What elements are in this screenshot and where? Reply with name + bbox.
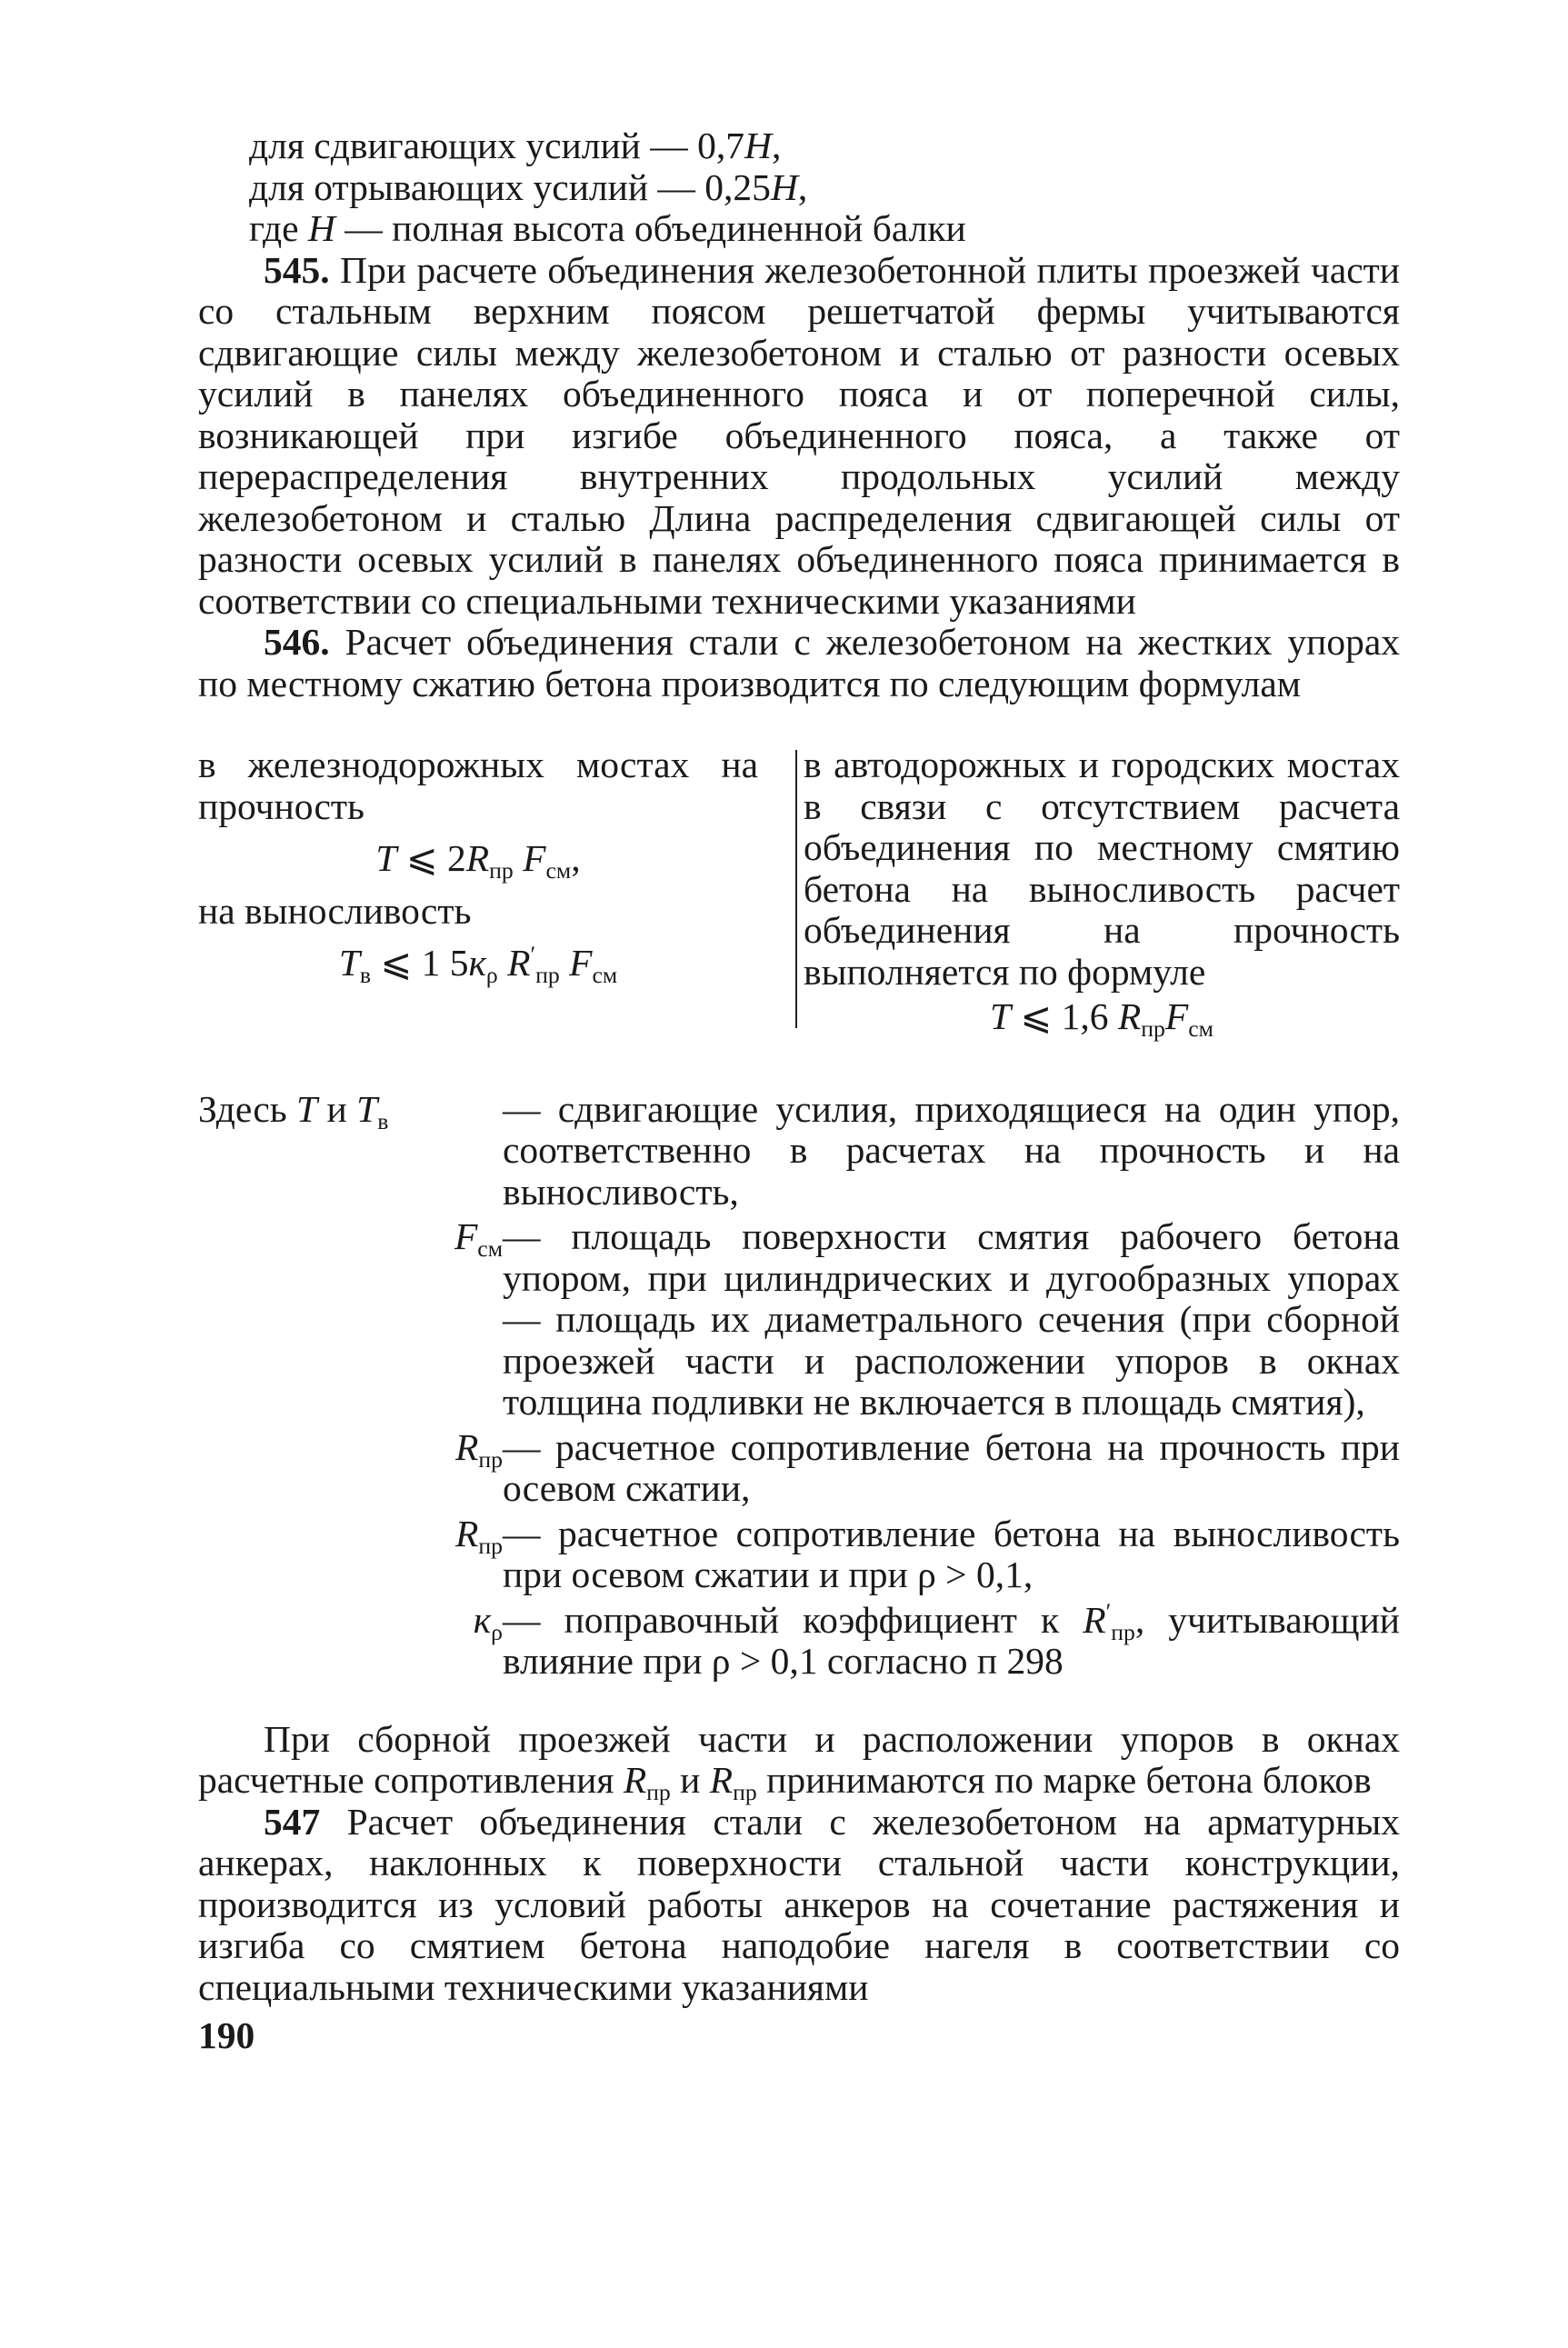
formula-var: T [375, 837, 397, 879]
var-h: H [770, 165, 798, 208]
formula-var: F [523, 837, 546, 879]
formula-var: R [455, 1425, 479, 1468]
punct: , [771, 125, 782, 166]
paragraph-text: принимаются по марке бетона блоков [756, 1759, 1372, 1801]
formula-rel: ⩽ [1020, 995, 1053, 1037]
left-column-mid: на выносливость [198, 889, 472, 932]
punct: , [797, 165, 808, 208]
definition-text: — расчетное сопротивление бетона на выносливость при осевом сжатии и при ρ > 0,1, [503, 1512, 1400, 1595]
formula-columns [198, 744, 1400, 1049]
definition-term [198, 1089, 503, 1214]
formula-var: T [338, 942, 360, 984]
intro-line-3-rest: — полная высота объединенной балки [335, 207, 966, 249]
formula-sub: пр [478, 1532, 503, 1559]
formula-var: R [623, 1759, 647, 1801]
formula-sub: ρ [485, 962, 498, 988]
paragraph-text: При расчете объединения железобетонной плиты проезжей части со стальным верхним поясом решетчатой фермы учитываются сдвигающие силы между железобетоном и сталью от разности осевых усилий в панелях объединенного пояса и от поперечной силы, возникающей при изгибе объединенного пояса, а также от перераспределения внутренних продольных усилий между железобетоном и сталью Длина распределения сдвигающей силы от разности осевых усилий в панелях объединенного пояса принимается в соответствии со специальными техническими указаниями [198, 248, 1401, 622]
page-number: 190 [198, 2014, 255, 2056]
document-page [198, 125, 1400, 2057]
formula-sub: пр [535, 962, 560, 988]
formula-sub: пр [1111, 1618, 1135, 1645]
formula-var: R [455, 1512, 479, 1554]
punct: , [571, 837, 581, 879]
paragraph-547 [198, 1802, 1400, 2009]
left-column [198, 744, 780, 1049]
paragraph-546 [198, 622, 1400, 704]
definition-text: — сдвигающие усилия, приходящиеся на один упор, соответственно в расчетах на прочность и на выносливость, [503, 1087, 1400, 1213]
formula-strength-railway [198, 837, 758, 884]
paragraph-number: 545. [264, 248, 330, 291]
formula-strength-road [804, 995, 1400, 1042]
intro-line-2-text: для отрывающих усилий — 0,25 [249, 165, 771, 208]
intro-line-1 [249, 125, 1400, 167]
formula-sub: пр [489, 857, 514, 884]
intro-line-3-text: где [249, 207, 299, 249]
paragraph-text: и [670, 1759, 710, 1801]
right-column [780, 744, 1400, 1049]
intro-line-1-text: для сдвигающих усилий — 0,7 [249, 125, 744, 166]
definition-term [198, 1216, 503, 1424]
formula-sub: в [377, 1107, 389, 1134]
intro-line-3 [249, 208, 1400, 250]
formula-sub: пр [1141, 1015, 1165, 1042]
definition-item [198, 1514, 1400, 1596]
paragraph-545 [198, 250, 1400, 623]
right-column-text: в автодорожных и городских мостах в связи с отсутствием расчета объединения по местному смятию бетона на выносливость расчет объединения на прочность выполняется по формуле [804, 744, 1400, 993]
formula-var: T [356, 1087, 378, 1130]
intro-line-2 [249, 167, 1400, 209]
definition-text-part: , учитывающий влияние при ρ > 0,1 согласно п 298 [503, 1598, 1400, 1682]
formula-prime: ′ [1105, 1597, 1112, 1624]
definition-lead: Здесь [198, 1087, 297, 1130]
formula-sub: см [477, 1235, 503, 1262]
column-divider [795, 750, 797, 1028]
formula-var: R [1083, 1598, 1106, 1641]
definition-term [198, 1514, 503, 1596]
definition-item [198, 1216, 1400, 1424]
formula-coef: 2 [447, 837, 466, 879]
paragraph-text: Расчет объединения стали с железобетоном на жестких упорах по местному сжатию бетона производится по следующим формулам [198, 621, 1400, 704]
definition-text: — расчетное сопротивление бетона на прочность при осевом сжатии, [503, 1425, 1400, 1509]
formula-rel: ⩽ [405, 837, 438, 879]
formula-var: F [1164, 995, 1189, 1037]
formula-rel: ⩽ [380, 942, 413, 984]
definition-term [198, 1427, 503, 1510]
left-column-intro: в железнодорожных мостах на прочность [198, 744, 758, 827]
formula-var: T [990, 995, 1012, 1037]
definition-text [503, 1597, 1400, 1683]
formula-var: R [465, 837, 490, 879]
formula-sub: см [592, 962, 618, 988]
var-h: H [307, 207, 335, 249]
formula-coef: 1,6 [1061, 995, 1109, 1037]
formula-endurance-railway [198, 941, 758, 988]
definition-conj: и [317, 1087, 357, 1130]
paragraph-text: Расчет объединения стали с железобетоном на арматурных анкерах, наклонных к поверхности стальной части конструкции, производится из условий работы анкеров на сочетание растяжения и изгиба со смятием бетона наподобие нагеля в соответствии со специальными техническими указаниями [198, 1800, 1400, 2008]
formula-var: T [296, 1087, 318, 1130]
formula-var: R [1117, 995, 1142, 1037]
paragraph-number: 547 [264, 1800, 321, 1843]
definition-text: — площадь поверхности смятия рабочего бетона упором, при цилиндрических и дугообразных упорах — площадь их диаметрального сечения (при сборной проезжей части и расположении упоров в окнах толщина подливки не включается в площадь смятия), [503, 1215, 1400, 1423]
formula-var: R [709, 1759, 734, 1801]
formula-var: к [468, 942, 486, 984]
formula-sub: см [1188, 1015, 1213, 1042]
definition-text-part: — поправочный коэффициент к [503, 1598, 1084, 1641]
definition-term [198, 1600, 503, 1683]
definition-item [198, 1089, 1400, 1214]
definitions-list [198, 1089, 1400, 1683]
formula-var: к [473, 1598, 492, 1641]
definition-item [198, 1597, 1400, 1683]
paragraph-text: При сборной проезжей части и расположении упоров в окнах расчетные сопротивления [198, 1717, 1400, 1801]
formula-sub: пр [478, 1445, 503, 1473]
var-h: H [744, 125, 772, 166]
formula-sub: ρ [491, 1618, 503, 1645]
formula-sub: см [545, 857, 572, 884]
formula-var: F [569, 942, 593, 984]
formula-var: F [454, 1215, 478, 1257]
formula-var: R [507, 942, 531, 984]
formula-coef: 1 5 [421, 942, 469, 984]
intro-lines [198, 125, 1400, 250]
formula-sub: пр [646, 1779, 671, 1805]
formula-sub: пр [733, 1779, 757, 1805]
paragraph-assembly [198, 1717, 1400, 1805]
paragraph-number: 546. [264, 621, 330, 663]
formula-prime: ′ [530, 941, 536, 968]
formula-sub: в [359, 962, 372, 988]
definition-item [198, 1427, 1400, 1510]
